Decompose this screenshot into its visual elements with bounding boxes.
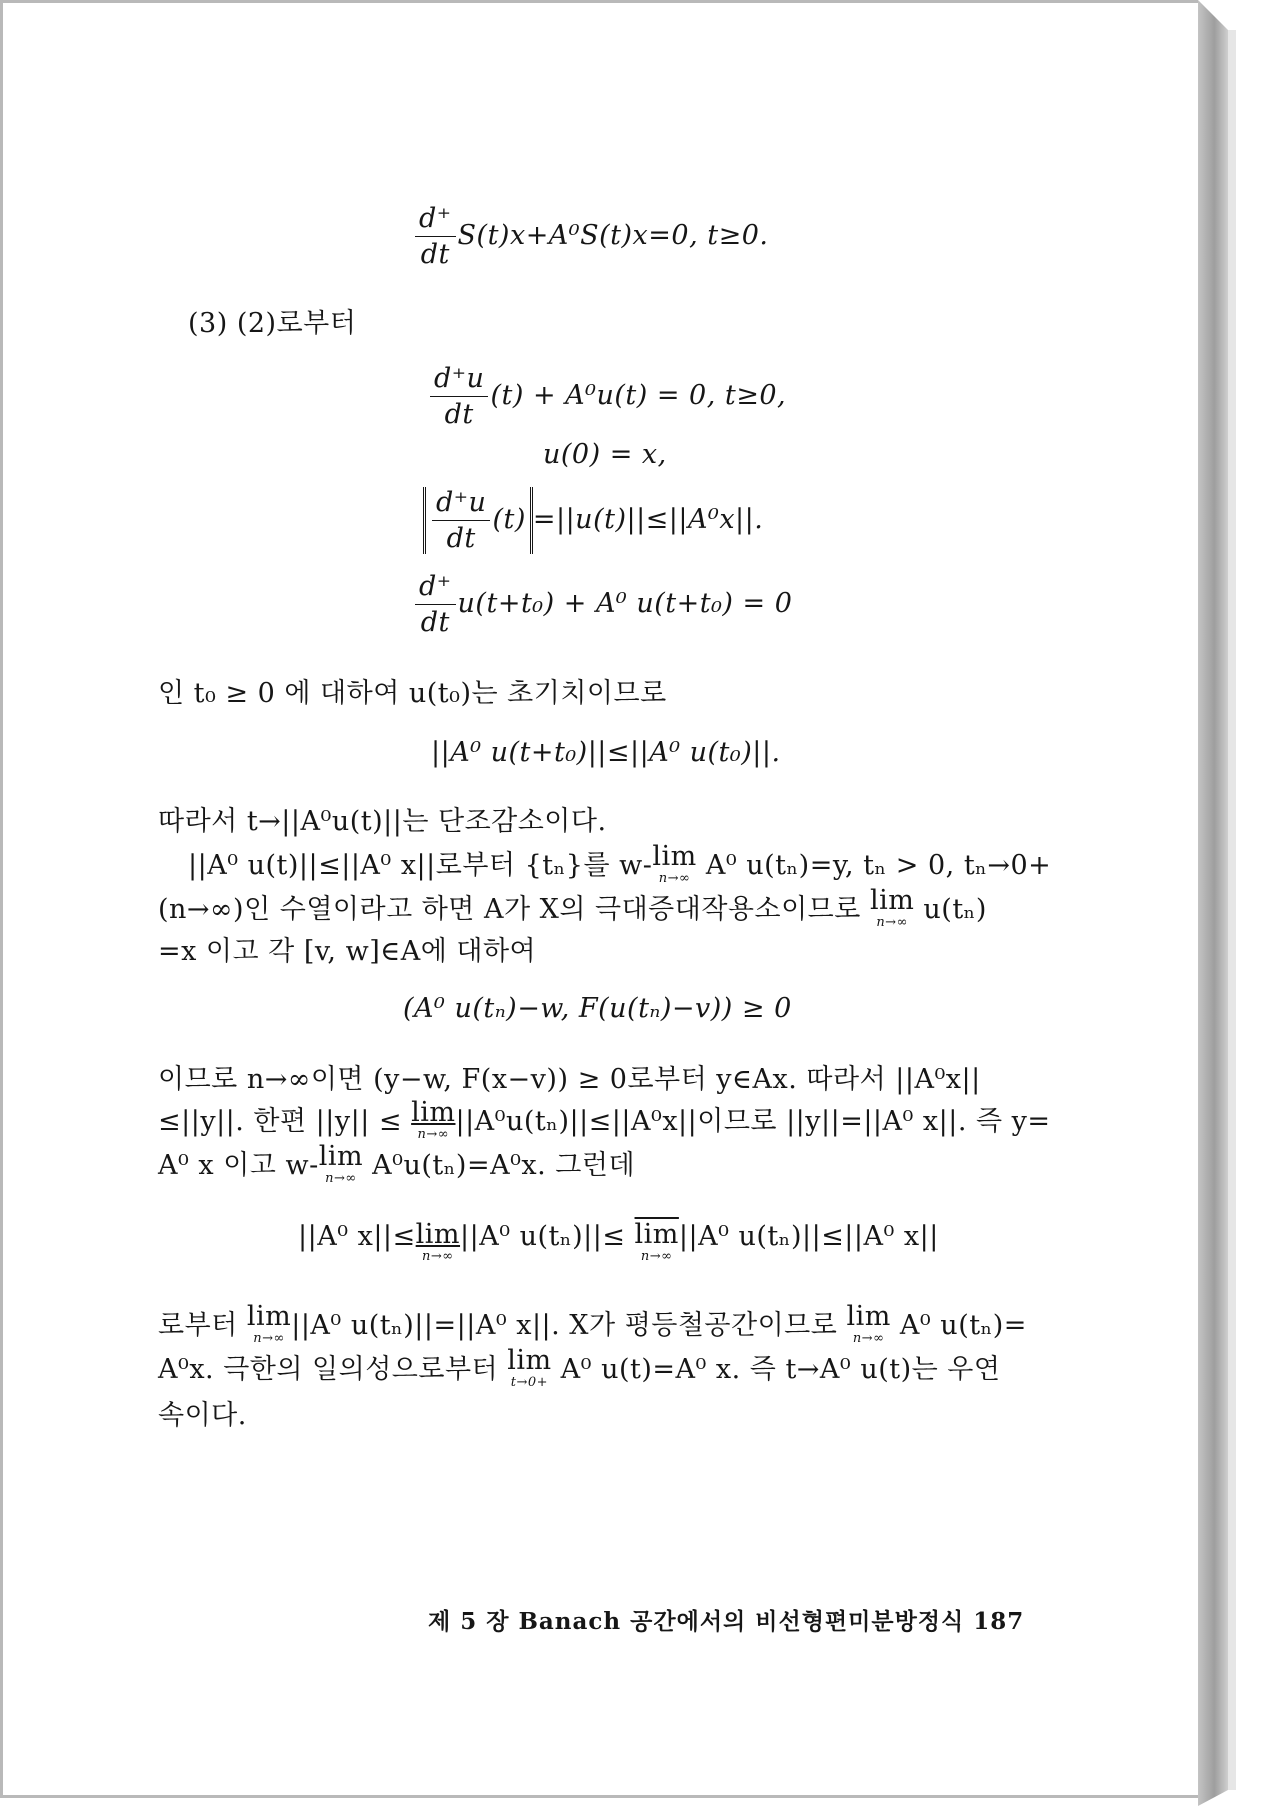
text-line: (n→∞)인 수열이라고 하면 A가 X의 극대증대작용소이므로 lim n→∞ u(tₙ) xyxy=(158,885,987,930)
equation-shifted: $\frac{d^+}{dt}$ u(t+t₀) + A⁰ u(t+t₀) = 0 xyxy=(413,571,792,638)
limit-operator: lim t→0+ xyxy=(507,1345,552,1390)
section-heading-3: (3) (2)로부터 xyxy=(188,308,357,339)
fraction-derivative: $\frac{d^+u}{dt}$ xyxy=(430,363,488,430)
equation-monotone: ||A⁰ u(t+t₀)||≤||A⁰ u(t₀)||. xyxy=(431,737,781,768)
text-line: A⁰ x 이고 w- lim n→∞ A⁰u(tₙ)=A⁰x. 그런데 xyxy=(158,1141,636,1186)
limit-superior: $\overline{lim}$ n→∞ xyxy=(634,1219,679,1264)
equation-initial-value: u(0) = x, xyxy=(543,439,667,470)
norm-bracket: $\frac{d^+u}{dt}$ (t) xyxy=(423,487,533,554)
limit-inferior: lim n→∞ xyxy=(415,1219,461,1264)
text-line: 속이다. xyxy=(158,1400,247,1431)
text-line: 이므로 n→∞이면 (y−w, F(x−v)) ≥ 0로부터 y∈Ax. 따라서 ||A⁰x|| xyxy=(158,1064,981,1095)
limit-operator: lim n→∞ xyxy=(246,1301,292,1346)
limit-operator: lim n→∞ xyxy=(869,885,915,930)
limit-inferior: lim n→∞ xyxy=(411,1097,456,1142)
equation-ode: $\frac{d^+u}{dt}$ (t) + A⁰u(t) = 0, t≥0, xyxy=(428,363,786,430)
equation-accretive: (A⁰ u(tₙ)−w, F(u(tₙ)−v)) ≥ 0 xyxy=(403,993,792,1024)
fraction-derivative: $\frac{d^+}{dt}$ xyxy=(415,571,456,638)
text-line: ||A⁰ u(t)||≤||A⁰ x||로부터 {tₙ}를 w- lim n→∞ A⁰ u(tₙ)=y, tₙ > 0, tₙ→0+ xyxy=(188,841,1052,886)
text-line: 따라서 t→||A⁰u(t)||는 단조감소이다. xyxy=(158,806,607,837)
text-line: A⁰x. 극한의 일의성으로부터 lim t→0+ A⁰ u(t)=A⁰ x. 즉 t→A⁰ u(t)는 우연 xyxy=(158,1345,1001,1390)
page-footer: 제 5 장 Banach 공간에서의 비선형편미분방정식 187 xyxy=(428,1608,1025,1635)
text-line: ≤||y||. 한편 ||y|| ≤ lim n→∞ ||A⁰u(tₙ)||≤||A⁰x||이므로 ||y||=||A⁰ x||. 즉 y= xyxy=(158,1097,1051,1142)
text-line: 로부터 lim n→∞ ||A⁰ u(tₙ)||=||A⁰ x||. X가 평등철공간이므로 lim n→∞ A⁰ u(tₙ)= xyxy=(158,1301,1027,1346)
page-edge xyxy=(1198,0,1268,1806)
limit-operator: lim n→∞ xyxy=(318,1141,364,1186)
fraction-derivative: $\frac{d^+}{dt}$ xyxy=(415,203,456,270)
limit-operator: lim n→∞ xyxy=(652,841,697,886)
limit-operator: lim n→∞ xyxy=(846,1301,891,1346)
equation-norm-bound: $\frac{d^+u}{dt}$ (t) =||u(t)||≤||A⁰x||. xyxy=(423,487,763,554)
text-line: 인 t₀ ≥ 0 에 대하여 u(t₀)는 초기치이므로 xyxy=(158,678,667,709)
text-line: =x 이고 각 [v, w]∈A에 대하여 xyxy=(158,936,537,967)
equation-liminf-limsup: ||A⁰ x||≤ lim n→∞ ||A⁰ u(tₙ)||≤ $\overline{lim}$ n→∞ ||A⁰ u(tₙ)||≤||A⁰ x|| xyxy=(298,1219,939,1264)
equation-semigroup: $\frac{d^+}{dt}$ S(t)x+A⁰S(t)x=0, t≥0. xyxy=(413,203,768,270)
